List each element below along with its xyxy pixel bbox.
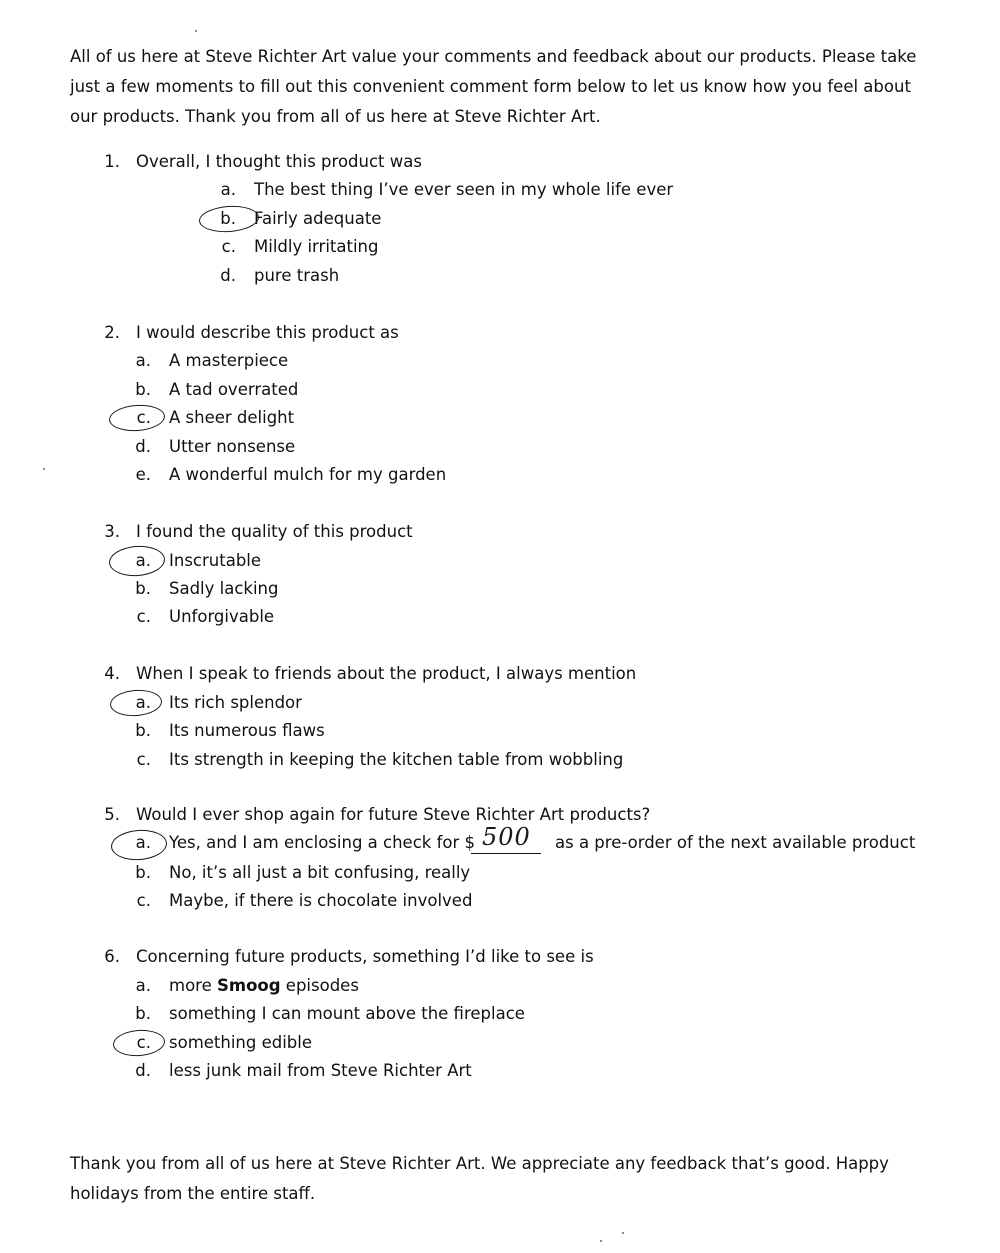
- smoog-bold: Smoog: [217, 976, 281, 995]
- scan-speck: [43, 468, 45, 470]
- answer-circle-3a: [108, 544, 166, 578]
- closing-paragraph: Thank you from all of us here at Steve Richter Art. We appreciate any feedback that’s good. Happy holidays from the entire staff.: [70, 1154, 889, 1203]
- handwritten-amount: 500: [482, 823, 531, 851]
- scan-speck: [600, 1240, 602, 1242]
- scan-speck: [622, 1232, 624, 1234]
- option-5a: a. Yes, and I am enclosing a check for $ 500 as a pre-order of the next available product: [135, 823, 916, 852]
- answer-circle-4a: [109, 688, 163, 718]
- intro-paragraph: All of us here at Steve Richter Art value your comments and feedback about our products. Please take just a few moments to fill out this convenient comment form below to let us know how you feel about our products. Thank you from all of us here at Steve Richter Art.: [70, 47, 917, 126]
- answer-circle-2c: [108, 403, 166, 433]
- comment-form-page: All of us here at Steve Richter Art value your comments and feedback about our products. Please take just a few moments to fill out this convenient comment form below to let us know how you feel about our products. Thank you from all of us here at Steve Richter Art. 1. Overall, I thought this product was a. The best thing I’ve ever seen in my whole life ever b. Fairly adequate c. Mildly irritating d. pure trash 2. I would describe this product as a. A masterpiece b. A tad overrated c. A sheer delight d. Utter nonsense e. A wonderful mulch for my garden 3. I found the quality of this product a. Inscrutable b. Sadly lacking c. Unforgivable 4. When I speak to friends about the product, I always mention a. Its rich splendor b. Its numerous flaws c. Its strength in keeping the kitchen table from wobbling 5. Would I ever shop again for future Steve Richter Art products? a. Yes, and I am enclosing a check for $ 500 as a pre-order of the next available product b. No, it’s all just a bit confusing, really c. Maybe, if there is chocolate involved 6. Concerning future products, something I’d like to see is a. more Smoog episodes b. something I can mount above the fireplace c. something edible d. less junk mail from Steve Richter Art Thank you from all of us here at Steve Richter Art. We appreciate any feedback that’s good. Happy holidays from the entire staff.: [0, 0, 1000, 1253]
- scan-speck: [195, 30, 197, 32]
